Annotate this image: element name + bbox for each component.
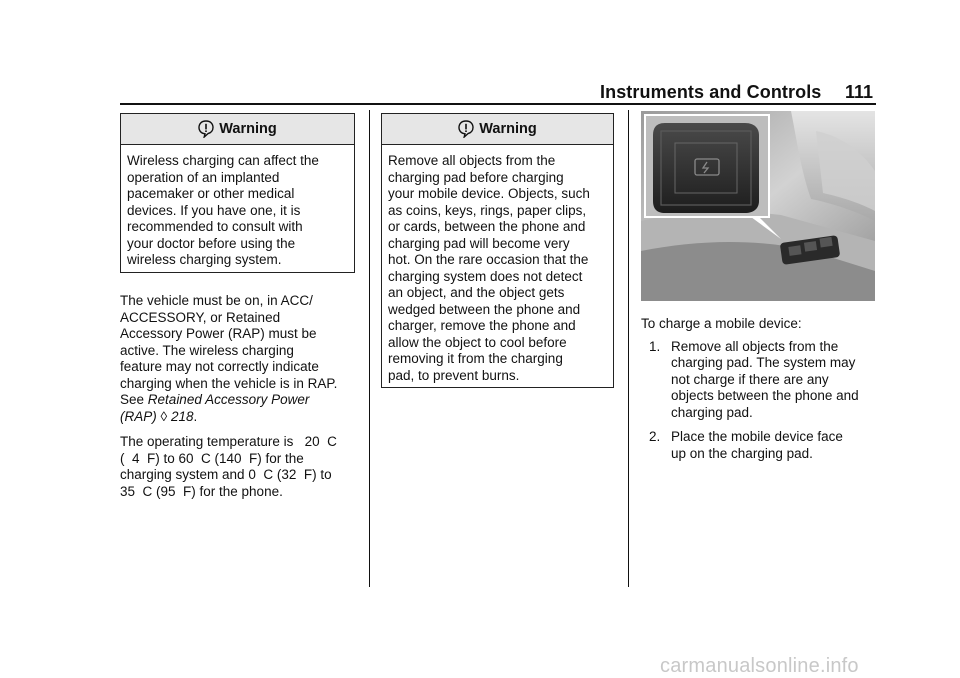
warning-line: wireless charging system.: [127, 252, 282, 267]
watermark: carmanualsonline.info: [660, 655, 859, 677]
text-line: Accessory Power (RAP) must be: [120, 326, 317, 341]
warning-line: your mobile device. Objects, such: [388, 186, 590, 201]
warning-body: [382, 145, 613, 392]
warning-header: [382, 114, 613, 145]
rap-page-ref[interactable]: 218: [170, 408, 194, 424]
rap-reference-link[interactable]: Retained Accessory Power: [147, 392, 310, 407]
warning-line: operation of an implanted: [127, 169, 280, 185]
warning-title: Warning: [479, 120, 537, 137]
text-line: ( 4 F) to 60 C (140 F) for the: [120, 450, 304, 466]
steps-intro: To charge a mobile device:: [641, 316, 802, 331]
step-text: [671, 339, 876, 422]
text-line: charging when the vehicle is in RAP.: [120, 375, 338, 391]
paragraph-temperature: [120, 434, 365, 500]
warning-line: recommended to consult with: [127, 219, 303, 234]
warning-line: pad, to prevent burns.: [388, 367, 520, 383]
warning-icon: [198, 120, 214, 138]
warning-body: [121, 145, 354, 277]
warning-line: your doctor before using the: [127, 235, 296, 251]
list-item: [641, 429, 876, 462]
column-divider-2: [628, 110, 629, 587]
warning-title: Warning: [219, 120, 277, 137]
warning-line: allow the object to cool before: [388, 334, 567, 350]
text-line: The operating temperature is 20 C: [120, 434, 337, 449]
text-line: charging pad. The system may: [671, 355, 856, 370]
warning-line: wedged between the phone and: [388, 301, 581, 317]
text-line: active. The wireless charging: [120, 342, 294, 358]
warning-line: pacemaker or other medical: [127, 186, 295, 201]
text-line: feature may not correctly indicate: [120, 359, 319, 374]
warning-icon: [458, 120, 474, 138]
warning-header: [121, 114, 354, 145]
charging-pad-photo: [641, 111, 875, 301]
text-line: charging pad.: [671, 404, 753, 420]
left-text: [120, 293, 365, 509]
page-ref-arrow-icon: ◊: [160, 408, 168, 424]
text-line: Place the mobile device face: [671, 429, 843, 444]
warning-line: Remove all objects from the: [388, 153, 556, 168]
column-divider-1: [369, 110, 370, 587]
text-line: Remove all objects from the: [671, 338, 839, 354]
warning-line: an object, and the object gets: [388, 285, 565, 300]
warning-line: as coins, keys, rings, paper clips,: [388, 202, 587, 218]
list-item: [641, 339, 876, 422]
paragraph-acc-power: [120, 293, 365, 425]
warning-line: charging pad before charging: [388, 169, 564, 185]
charging-pad-illustration: [641, 111, 875, 301]
warning-line: removing it from the charging: [388, 351, 563, 366]
text-line: The vehicle must be on, in ACC/: [120, 293, 313, 308]
warning-line: hot. On the rare occasion that the: [388, 252, 589, 267]
section-title: Instruments and Controls: [600, 82, 822, 102]
warning-line: charger, remove the phone and: [388, 318, 576, 333]
text-line: [120, 409, 365, 426]
text-line: [120, 392, 365, 409]
text-line: ACCESSORY, or Retained: [120, 309, 281, 325]
warning-line: or cards, between the phone and: [388, 219, 586, 234]
charging-steps: [641, 316, 876, 470]
warning-line: charging pad will become very: [388, 235, 570, 251]
text-line: 35 C (95 F) for the phone.: [120, 483, 283, 499]
warning-box-objects: [381, 113, 614, 388]
text-line: charging system and 0 C (32 F) to: [120, 467, 332, 482]
text-line: not charge if there are any: [671, 371, 829, 387]
text-line: objects between the phone and: [671, 388, 859, 403]
step-number: 1.: [649, 338, 661, 354]
warning-box-pacemaker: [120, 113, 355, 273]
step-number: 2.: [649, 429, 661, 444]
text-line: up on the charging pad.: [671, 445, 813, 461]
see-prefix: See: [120, 392, 145, 407]
rap-reference-link-cont[interactable]: (RAP): [120, 408, 157, 424]
warning-line: Wireless charging can affect the: [127, 153, 319, 168]
period: .: [193, 408, 198, 424]
warning-line: charging system does not detect: [388, 268, 583, 284]
step-text: [671, 429, 876, 462]
warning-line: devices. If you have one, it is: [127, 202, 301, 218]
header-rule: [120, 103, 876, 105]
page-number: 111: [845, 82, 874, 102]
